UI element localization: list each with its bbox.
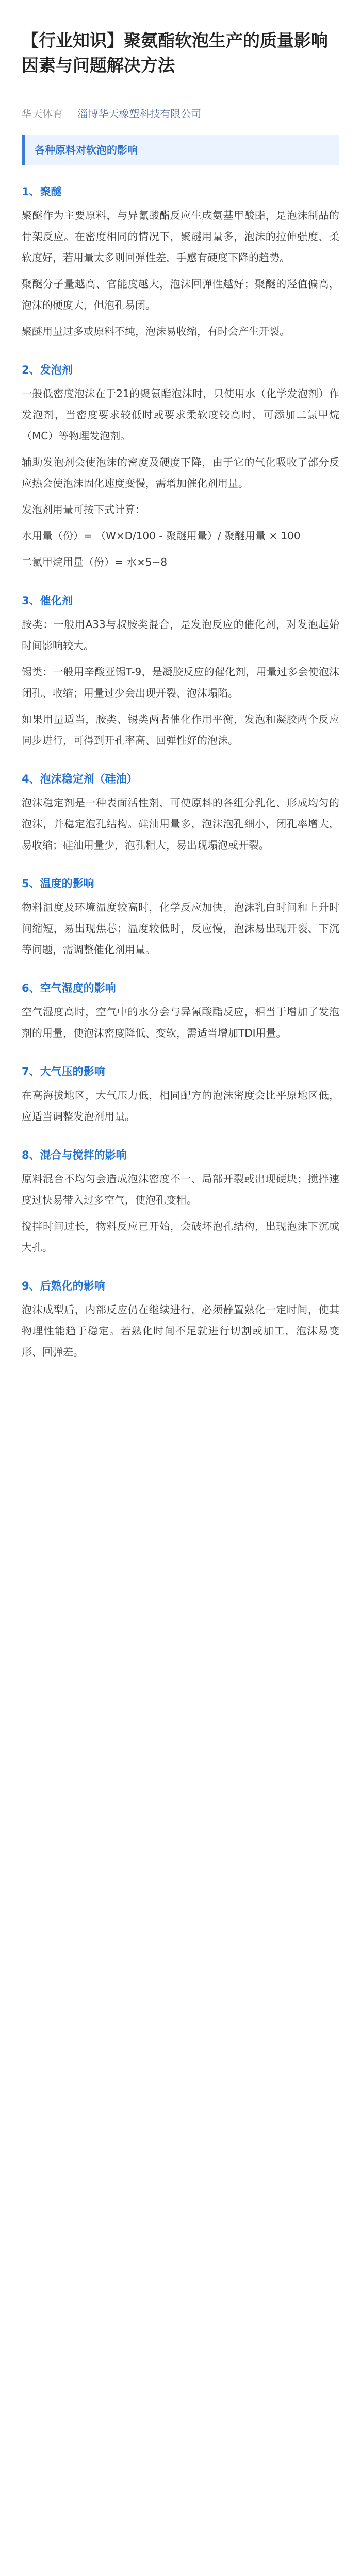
section-heading: 4、泡沫稳定剂（硅油） <box>22 773 138 785</box>
article-meta <box>22 106 212 121</box>
paragraph: 一般低密度泡沫在于21的聚氨酯泡沫时，只使用水（化学发泡剂）作发泡剂，当密度要求较低时或要求柔软度较高时，可添加二氯甲烷（MC）等物理发泡剂。 <box>22 387 339 442</box>
section-heading: 2、发泡剂 <box>22 364 73 376</box>
paragraph: 泡沫成型后，内部反应仍在继续进行，必须静置熟化一定时间，使其物理性能趋于稳定。若熟化时间不足就进行切割或加工，泡沫易变形、回弹差。 <box>22 1303 339 1358</box>
paragraph: 聚醚分子量越高、官能度越大，泡沫回弹性越好；聚醚的羟值偏高，泡沫的硬度大，但泡孔易闭。 <box>22 278 339 311</box>
article-title: 【行业知识】聚氨酯软泡生产的质量影响因素与问题解决方法 <box>22 30 328 75</box>
paragraph: 在高海拔地区，大气压力低，相同配方的泡沫密度会比平原地区低，应适当调整发泡剂用量。 <box>22 1089 339 1123</box>
paragraph: 聚醚用量过多或原料不纯，泡沫易收缩，有时会产生开裂。 <box>22 325 290 337</box>
paragraph: 搅拌时间过长，物料反应已开始，会破坏泡孔结构，出现泡沫下沉或大孔。 <box>22 1220 339 1253</box>
section-heading: 3、催化剂 <box>22 595 73 607</box>
paragraph: 二氯甲烷用量（份）= 水×5~8 <box>22 556 168 568</box>
article-body <box>22 181 339 1368</box>
section-heading: 5、温度的影响 <box>22 877 94 890</box>
paragraph: 物料温度及环境温度较高时，化学反应加快，泡沫乳白时间和上升时间缩短，易出现焦芯；温度较低时，反应慢，泡沫易出现开裂、下沉等问题，需调整催化剂用量。 <box>22 901 339 956</box>
paragraph: 如果用量适当，胺类、锡类两者催化作用平衡，发泡和凝胶两个反应同步进行，可得到开孔率高、回弹性好的泡沫。 <box>22 713 339 747</box>
paragraph: 锡类：一般用辛酸亚锡T-9，是凝胶反应的催化剂，用量过多会使泡沫闭孔、收缩；用量过少会出现开裂、泡沫塌陷。 <box>22 666 339 699</box>
author-name[interactable]: 华天体育 <box>22 108 63 120</box>
paragraph: 胺类：一般用A33与叔胺类混合，是发泡反应的催化剂，对发泡起始时间影响较大。 <box>22 618 339 652</box>
paragraph: 聚醚作为主要原料，与异氰酸酯反应生成氨基甲酸酯，是泡沫制品的骨架反应。在密度相同的情况下，聚醚用量多，泡沫的拉伸强度、柔软度好，若用量太多则回弹性差，手感有硬度下降的趋势。 <box>22 209 339 264</box>
section-heading: 6、空气湿度的影响 <box>22 982 116 994</box>
paragraph: 空气湿度高时，空气中的水分会与异氰酸酯反应，相当于增加了发泡剂的用量，使泡沫密度降低、变软，需适当增加TDI用量。 <box>22 1006 339 1039</box>
section-banner: 各种原料对软泡的影响 <box>22 135 339 165</box>
account-name[interactable]: 淄博华天橡塑科技有限公司 <box>77 108 202 120</box>
paragraph: 发泡剂用量可按下式计算： <box>22 503 145 516</box>
paragraph: 水用量（份）= （W×D/100 - 聚醚用量）/ 聚醚用量 × 100 <box>22 530 301 542</box>
section-heading: 7、大气压的影响 <box>22 1065 105 1078</box>
section-heading: 8、混合与搅拌的影响 <box>22 1149 127 1161</box>
paragraph: 原料混合不均匀会造成泡沫密度不一、局部开裂或出现硬块；搅拌速度过快易带入过多空气，使泡孔变粗。 <box>22 1173 339 1206</box>
paragraph: 辅助发泡剂会使泡沫的密度及硬度下降，由于它的气化吸收了部分反应热会使泡沫固化速度变慢，需增加催化剂用量。 <box>22 456 339 489</box>
section-heading: 9、后熟化的影响 <box>22 1280 105 1292</box>
section-heading: 1、聚醚 <box>22 185 62 198</box>
paragraph: 泡沫稳定剂是一种表面活性剂，可使原料的各组分乳化、形成均匀的泡沫，并稳定泡孔结构。硅油用量多，泡沫泡孔细小，闭孔率增大，易收缩；硅油用量少，泡孔粗大，易出现塌泡或开裂。 <box>22 796 339 851</box>
